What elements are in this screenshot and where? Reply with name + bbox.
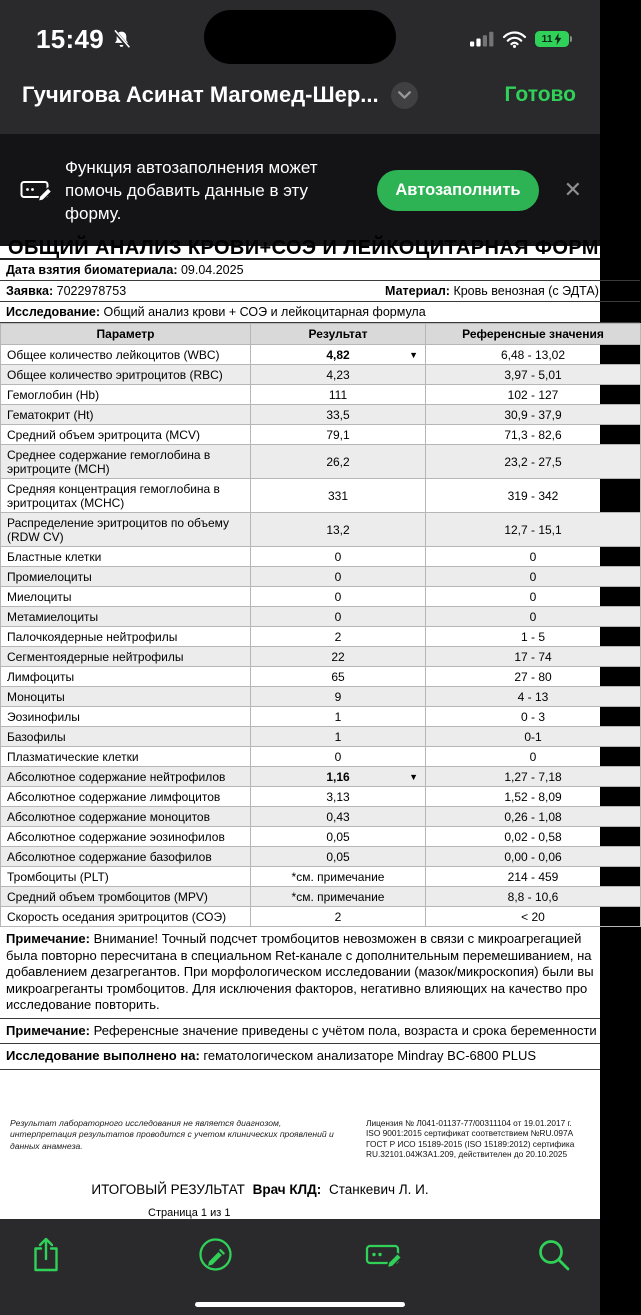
share-icon	[31, 1236, 61, 1273]
request-value: 7022978753	[56, 284, 127, 298]
table-row: Абсолютное содержание лимфоцитов 3,13 1,52 - 8,09	[1, 787, 641, 807]
title-menu-button[interactable]	[391, 82, 418, 109]
markup-pen-icon	[197, 1236, 234, 1273]
autofill-message: Функция автозаполнения может помочь добавить данные в эту форму.	[65, 157, 318, 223]
document-title: Гучигова Асинат Магомед-Шер...	[22, 82, 379, 107]
report-title: ОБЩИЙ АНАЛИЗ КРОВИ+СОЭ И ЛЕЙКОЦИТАРНАЯ ФОРМУЛА	[8, 237, 641, 259]
share-button[interactable]	[26, 1234, 66, 1276]
status-time: 15:49	[36, 23, 104, 54]
table-header-reference: Референсные значения	[426, 324, 641, 345]
page-indicator: Страница 1 из 1	[148, 1206, 231, 1219]
table-row: Общее количество эритроцитов (RBC) 4,23 3,97 - 5,01	[1, 365, 641, 385]
report-footer	[0, 1070, 600, 1160]
table-row: Средняя концентрация гемоглобина в эритроцитах (MCHC) 331 319 - 342	[1, 479, 641, 513]
wifi-icon	[503, 31, 526, 48]
study-value: Общий анализ крови + СОЭ и лейкоцитарная формула	[103, 305, 426, 319]
battery-percent: 11	[541, 33, 553, 45]
table-header-param: Параметр	[1, 324, 251, 345]
search-button[interactable]	[534, 1234, 574, 1276]
license-line: RU.32101.04ЖЗА1.209, действителен до 20.10.2025	[366, 1149, 568, 1159]
nav-bar	[0, 66, 600, 134]
table-row: Гематокрит (Ht) 33,5 30,9 - 37,9	[1, 405, 641, 425]
request-material-row	[0, 281, 640, 302]
table-row: Тромбоциты (PLT) *см. примечание 214 - 459	[1, 867, 641, 887]
cellular-signal-icon	[470, 31, 494, 47]
final-result-line	[0, 1182, 520, 1197]
table-row: Бластные клетки 0 0	[1, 547, 641, 567]
study-label: Исследование:	[6, 305, 101, 319]
table-row: Метамиелоциты 0 0	[1, 607, 641, 627]
note-label: Примечание:	[6, 931, 90, 946]
material-label: Материал:	[385, 284, 450, 298]
table-row: Промиелоциты 0 0	[1, 567, 641, 587]
done-button[interactable]: Готово	[504, 83, 576, 106]
table-row: Сегментоядерные нейтрофилы 22 17 - 74	[1, 647, 641, 667]
silenced-bell-icon	[111, 29, 132, 50]
request-label: Заявка:	[6, 284, 54, 298]
status-bar	[0, 0, 600, 66]
chevron-down-icon	[398, 91, 411, 99]
table-row: Абсолютное содержание нейтрофилов 1,16 ▼ 1,27 - 7,18	[1, 767, 641, 787]
table-header-row	[1, 324, 641, 345]
license-line: ISO 9001:2015 сертификат соответствием №RU.097А	[366, 1128, 574, 1138]
license-block	[366, 1118, 594, 1160]
dynamic-island	[204, 10, 396, 64]
platelet-note: Примечание: Внимание! Точный подсчет тромбоцитов невозможен в связи с микроагрегацией была повторно пересчитана в специальном Ret-канале с дополнительным перемешиванием, на добавлением дезагрегантов. При морфологическом исследовании (мазок/микроскопия) были вы микроагреганты тромбоцитов. Для исключения факторов, негативно влияющих на качество про исследование повторить.	[0, 927, 600, 1019]
table-row: Плазматические клетки 0 0	[1, 747, 641, 767]
bottom-toolbar	[0, 1219, 600, 1315]
table-row: Абсолютное содержание базофилов 0,05 0,00 - 0,06	[1, 847, 641, 867]
table-row: Миелоциты 0 0	[1, 587, 641, 607]
autofill-banner	[0, 134, 600, 246]
table-row: Лимфоциты 65 27 - 80	[1, 667, 641, 687]
table-row: Общее количество лейкоцитов (WBC) 4,82 ▼ 6,48 - 13,02	[1, 345, 641, 365]
date-value: 09.04.2025	[180, 263, 244, 277]
table-row: Абсолютное содержание эозинофилов 0,05 0,02 - 0,58	[1, 827, 641, 847]
search-icon	[537, 1238, 571, 1272]
table-row: Средний объем тромбоцитов (MPV) *см. примечание 8,8 - 10,6	[1, 887, 641, 907]
report-title-row	[0, 237, 641, 260]
biomaterial-date-row	[0, 260, 640, 281]
results-table	[0, 323, 641, 927]
lab-report-document	[0, 237, 641, 1219]
markup-button[interactable]	[195, 1234, 235, 1276]
doctor-label: Врач КЛД:	[252, 1181, 322, 1197]
top-chrome	[0, 0, 600, 134]
table-row: Распределение эритроцитов по объему (RDW CV) 13,2 12,7 - 15,1	[1, 513, 641, 547]
table-row: Среднее содержание гемоглобина в эритроците (MCH) 26,2 23,2 - 27,5	[1, 445, 641, 479]
reference-note: Примечание: Референсные значение приведены с учётом пола, возраста и срока беременности	[0, 1019, 600, 1045]
low-value-marker-icon: ▼	[409, 349, 418, 360]
table-row: Моноциты 9 4 - 13	[1, 687, 641, 707]
note-label: Примечание:	[6, 1022, 90, 1038]
date-label: Дата взятия биоматериала:	[6, 263, 178, 277]
table-row: Абсолютное содержание моноцитов 0,43 0,26 - 1,08	[1, 807, 641, 827]
disclaimer-text: Результат лабораторного исследования не является диагнозом, интерпретация результатов проводится с учетом клинических проявлений и данных анамнеза.	[10, 1117, 334, 1151]
banner-close-icon[interactable]: ✕	[563, 177, 582, 202]
table-row: Средний объем эритроцита (MCV) 79,1 71,3 - 82,6	[1, 425, 641, 445]
material-value: Кровь венозная (с ЭДТА)	[453, 284, 599, 298]
performed-value: гематологическом анализаторе Mindray BC-6800 PLUS	[203, 1048, 537, 1063]
charging-bolt-icon	[554, 33, 562, 45]
autofill-button[interactable]: Автозаполнить	[377, 170, 538, 211]
fill-form-button[interactable]	[365, 1234, 405, 1276]
battery-icon	[535, 31, 573, 47]
final-result-label: ИТОГОВЫЙ РЕЗУЛЬТАТ	[91, 1181, 245, 1197]
performed-label: Исследование выполнено на:	[6, 1048, 200, 1063]
autofill-form-icon	[20, 175, 54, 205]
study-row	[0, 302, 640, 323]
fill-form-icon	[365, 1238, 405, 1272]
doctor-name: Станкевич Л. И.	[329, 1181, 429, 1197]
table-row: Скорость оседания эритроцитов (СОЭ) 2 < 20	[1, 907, 641, 927]
home-indicator[interactable]	[195, 1302, 405, 1307]
analyzer-row	[0, 1044, 600, 1070]
low-value-marker-icon: ▼	[409, 771, 418, 782]
table-row: Базофилы 1 0-1	[1, 727, 641, 747]
license-line: ГОСТ Р ИСО 15189-2015 (ISO 15189:2012) сертифика	[366, 1138, 575, 1149]
table-header-result: Результат	[251, 324, 426, 345]
results-table-body	[1, 345, 641, 927]
table-row: Эозинофилы 1 0 - 3	[1, 707, 641, 727]
table-row: Гемоглобин (Hb) 111 102 - 127	[1, 385, 641, 405]
license-line: Лицензия № Л041-01137-77/00311104 от 19.01.2017 г.	[366, 1117, 572, 1128]
table-row: Палочкоядерные нейтрофилы 2 1 - 5	[1, 627, 641, 647]
